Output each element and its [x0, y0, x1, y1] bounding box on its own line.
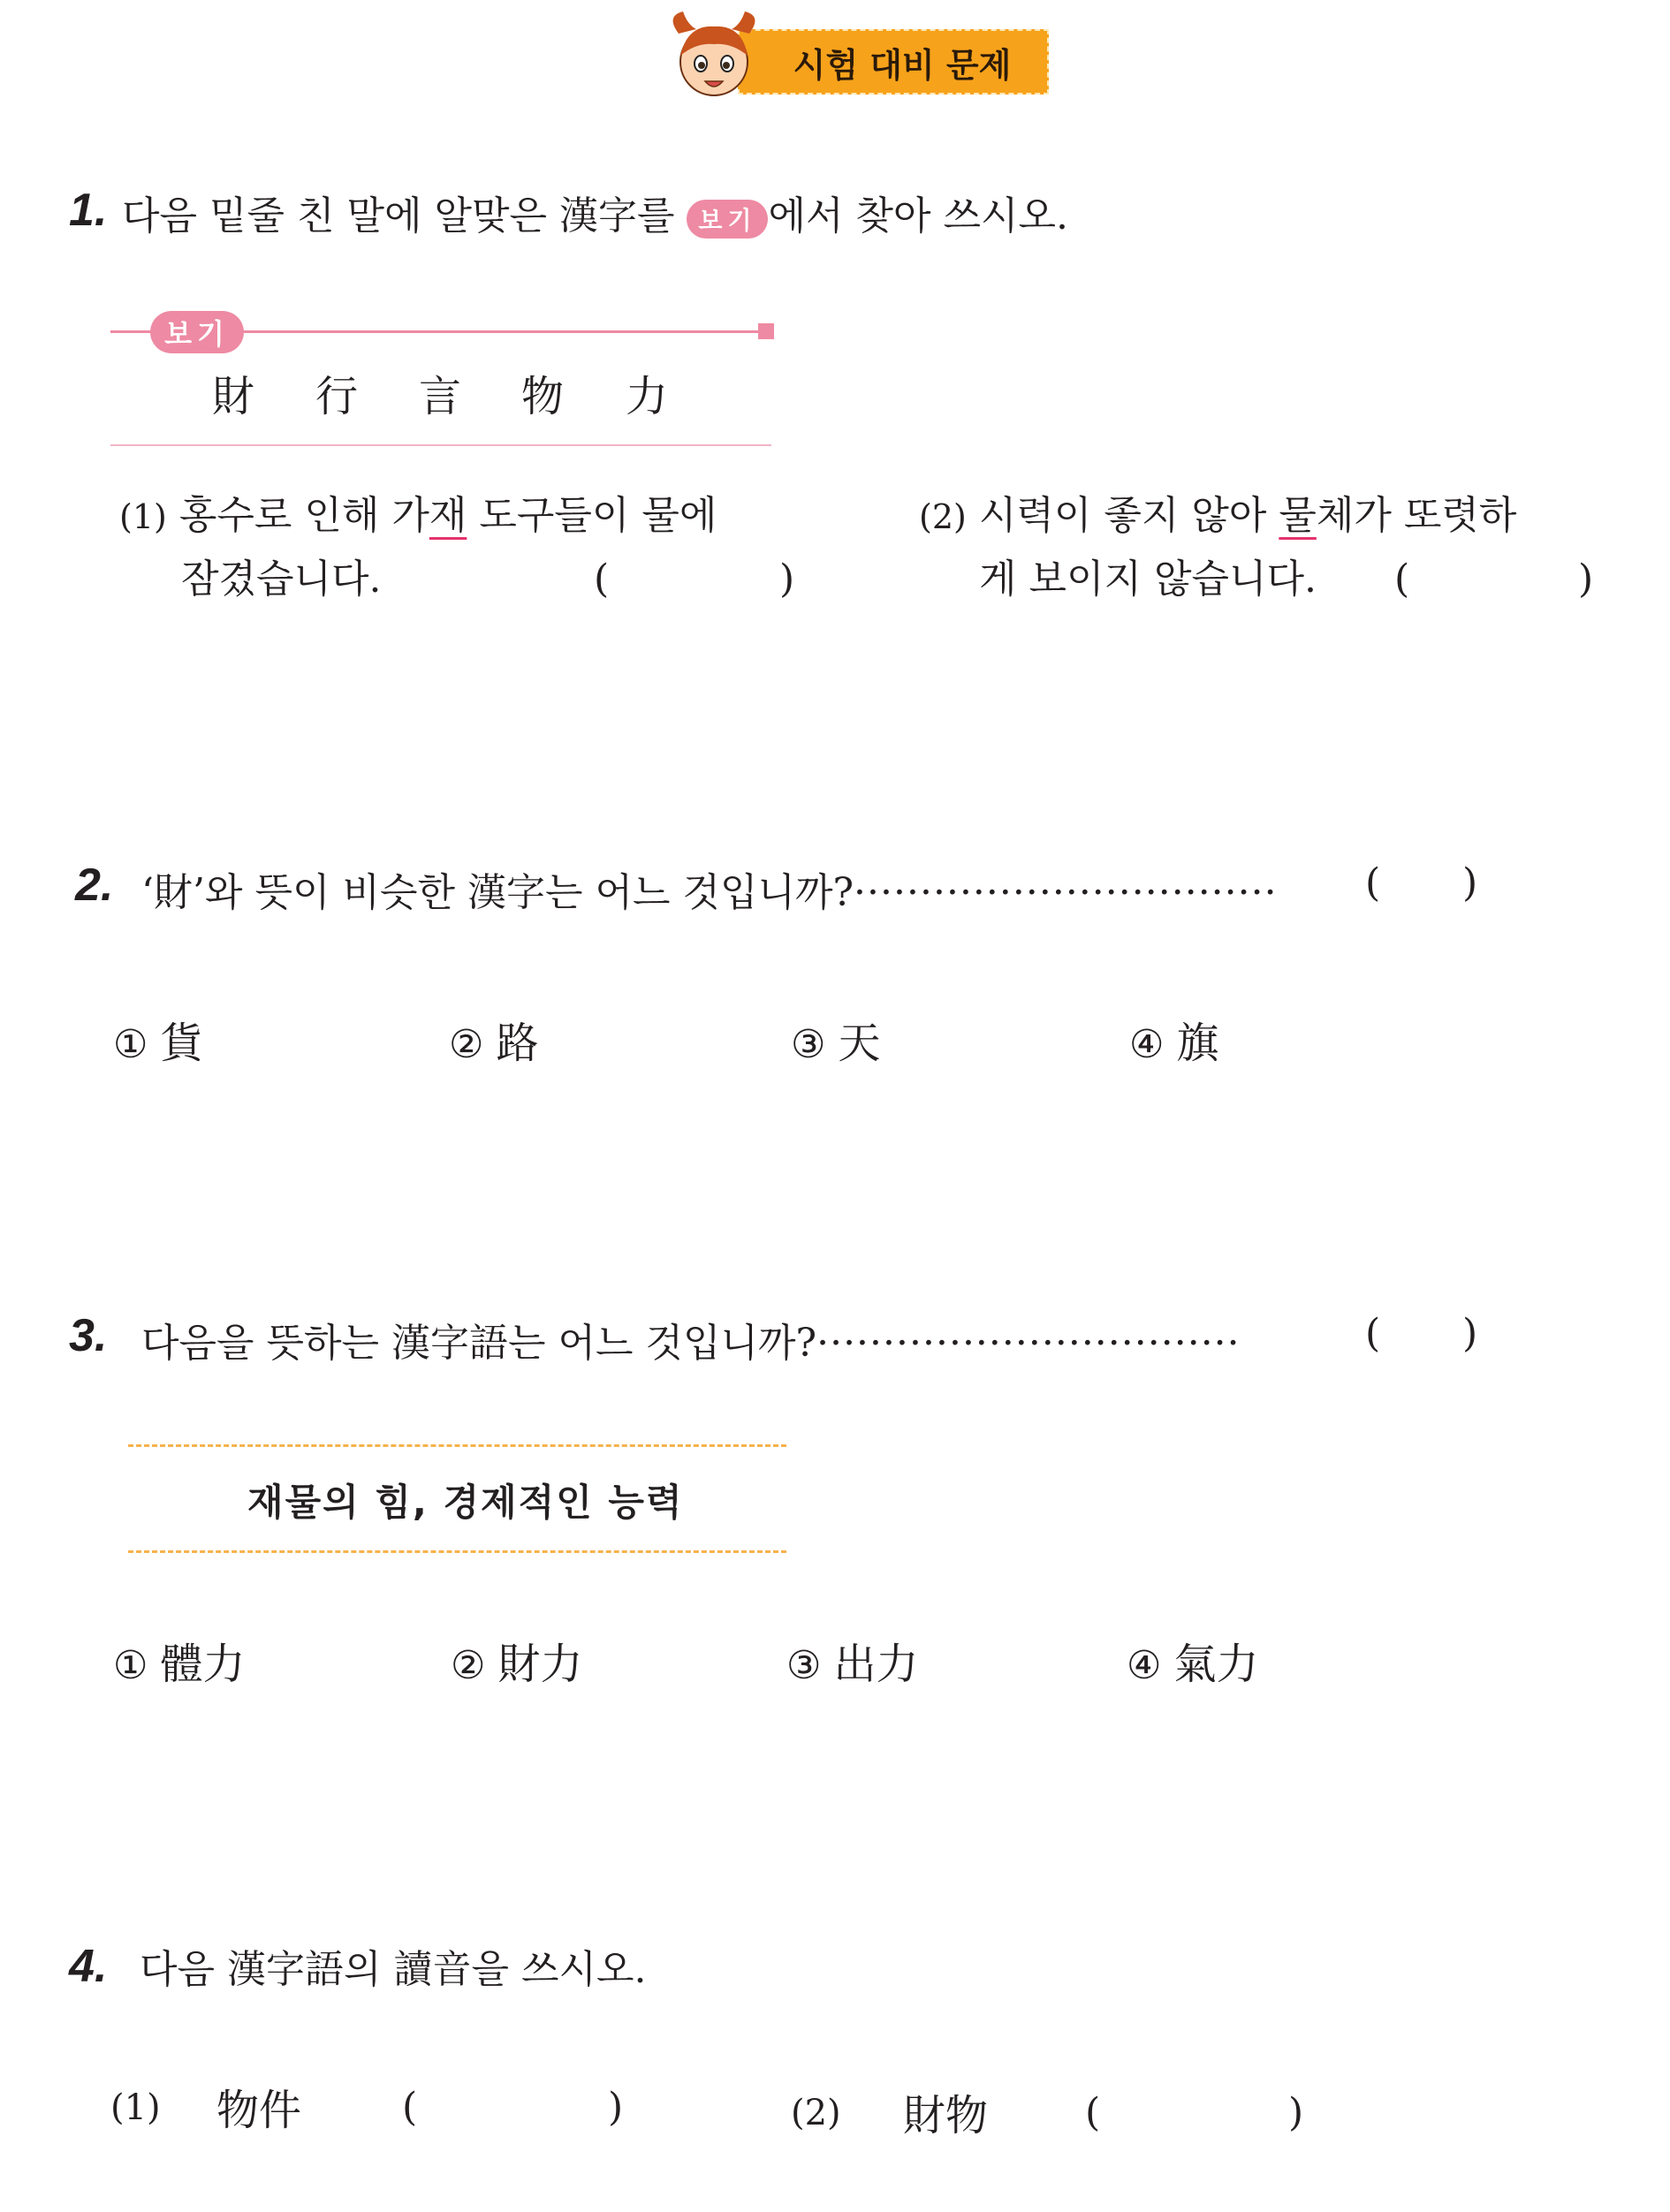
definition-box-top [128, 1444, 786, 1447]
q1-item-2-answer-close: ) [1578, 557, 1594, 602]
bogi-badge-inline: 보기 [687, 200, 768, 239]
underlined-word: 재 [429, 493, 467, 538]
q2-choice-3[interactable]: ③ 天 [791, 1019, 881, 1068]
question-3-number: 3. [69, 1310, 108, 1361]
question-2-answer-open[interactable]: ( [1365, 860, 1381, 905]
question-1-number: 1. [69, 185, 108, 236]
q1-item-2: (2) 시력이 좋지 않아 물체가 또렷하 [919, 493, 1517, 538]
question-2-number: 2. [75, 860, 114, 911]
question-3-prompt: 다음을 뜻하는 漢字語는 어느 것입니까? [141, 1321, 817, 1366]
q4-item-1-number: (1) [110, 2087, 161, 2128]
q1-item-1-answer-open[interactable]: ( [594, 557, 610, 602]
q2-choice-2[interactable]: ② 路 [449, 1019, 539, 1068]
q1-item-1: (1) 홍수로 인해 가재 도구들이 물에 [119, 493, 717, 538]
bogi-bottom-line [110, 444, 771, 446]
leader-dots: ································ [854, 870, 1278, 915]
question-3-answer-open[interactable]: ( [1365, 1311, 1381, 1356]
question-2-prompt: ‘財’와 뜻이 비슷한 漢字는 어느 것입니까? [141, 870, 854, 915]
q3-choice-4[interactable]: ④ 氣力 [1127, 1640, 1259, 1689]
q3-choice-1[interactable]: ① 體力 [113, 1640, 246, 1689]
question-2-answer-close: ) [1462, 860, 1478, 905]
question-4-text: 다음 漢字語의 讀音을 쓰시오. [140, 1947, 647, 1992]
q1-item-2-answer-open[interactable]: ( [1394, 557, 1410, 602]
q4-item-2-answer-close: ) [1288, 2090, 1304, 2135]
question-4-number: 4. [69, 1941, 108, 1992]
q2-choice-1[interactable]: ① 貨 [113, 1019, 203, 1068]
section-banner [738, 29, 1049, 95]
bogi-line-end [758, 323, 774, 339]
bogi-char: 物 [521, 372, 565, 421]
definition-text: 재물의 힘, 경제적인 능력 [247, 1481, 684, 1524]
question-3-text [141, 1311, 1241, 1367]
bogi-characters [0, 362, 795, 424]
leader-dots: ································ [816, 1321, 1241, 1366]
q2-choice-4[interactable]: ④ 旗 [1129, 1019, 1219, 1068]
q3-choice-2[interactable]: ② 財力 [451, 1640, 583, 1689]
girl-mascot-icon [661, 7, 767, 104]
q4-item-1-answer-open[interactable]: ( [402, 2085, 418, 2130]
question-1-prompt-end: 에서 찾아 쓰시오. [768, 193, 1068, 239]
definition-box-bottom [128, 1550, 786, 1553]
q4-item-2-answer-open[interactable]: ( [1085, 2090, 1101, 2135]
question-1-text [122, 184, 1068, 240]
question-1-prompt: 다음 밑줄 친 말에 알맞은 漢字를 [122, 193, 675, 239]
q4-item-2-word: 財物 [903, 2091, 989, 2140]
bogi-char: 力 [626, 372, 669, 421]
bogi-char: 財 [212, 372, 255, 421]
q1-item-1-number: (1) [119, 497, 167, 536]
q1-item-1-line2: 잠겼습니다. [181, 557, 382, 602]
q4-item-1-answer-close: ) [608, 2085, 624, 2130]
q4-item-2-number: (2) [791, 2093, 841, 2133]
q1-item-2-number: (2) [919, 497, 967, 536]
banner-title: 시험 대비 문제 [793, 45, 1012, 85]
bogi-badge: 보기 [150, 311, 244, 353]
question-3-answer-close: ) [1462, 1311, 1478, 1356]
q1-item-1-answer-close: ) [779, 557, 795, 602]
question-2-text [141, 860, 1278, 917]
q4-item-1-word: 物件 [216, 2086, 302, 2135]
q1-item-2-line2: 게 보이지 않습니다. [979, 557, 1317, 602]
bogi-char: 行 [315, 372, 359, 421]
underlined-word: 물 [1279, 493, 1317, 538]
bogi-char: 言 [419, 372, 462, 421]
q3-choice-3[interactable]: ③ 出力 [786, 1640, 919, 1689]
